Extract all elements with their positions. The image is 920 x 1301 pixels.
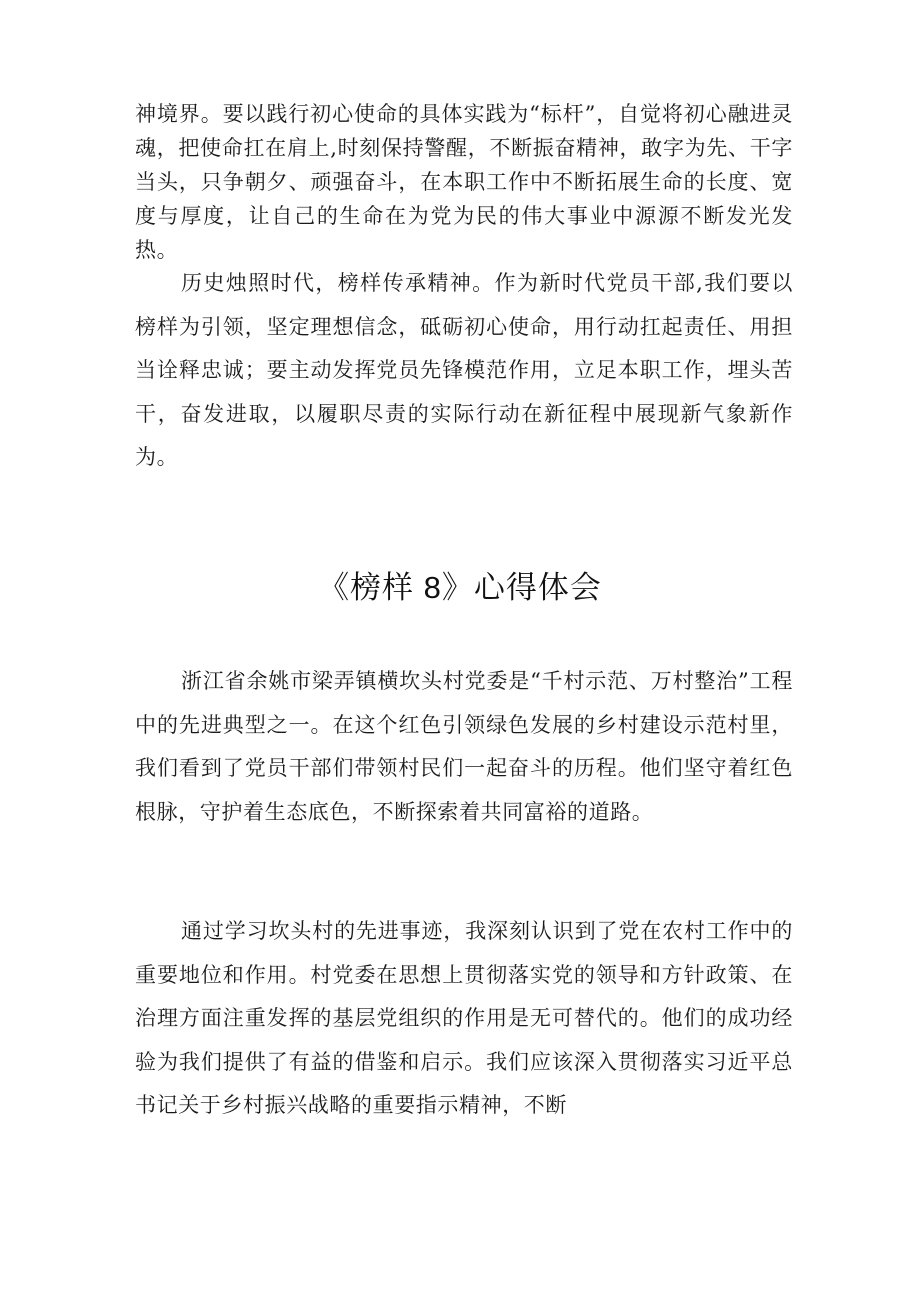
body-paragraph: 浙江省余姚市梁弄镇横坎头村党委是“千村示范、万村整治”工程中的先进典型之一。在这个红色引领绿色发展的乡村建设示范村里，我们看到了党员干部们带领村民们一起奋斗的历程。他们坚守着红色根脉，守护着生态底色，不断探索着共同富裕的道路。: [135, 669, 793, 824]
section-title: 《榜样 8》心得体会: [318, 570, 602, 605]
body-paragraph: 通过学习坎头村的先进事迹，我深刻认识到了党在农村工作中的重要地位和作用。村党委在思想上贯彻落实党的领导和方针政策、在治理方面注重发挥的基层党组织的作用是无可替代的。他们的成功经验为我们提供了有益的借鉴和启示。我们应该深入贯彻落实习近平总书记关于乡村振兴战略的重要指示精神，不断: [135, 919, 793, 1117]
body-paragraph-continuation: 神境界。要以践行初心使命的具体实践为“标杆”，自觉将初心融进灵魂，把使命扛在肩上,时刻保持警醒，不断振奋精神，敢字为先、干字当头，只争朝夕、顽强奋斗，在本职工作中不断拓展生命的长度、宽度与厚度，让自己的生命在为党为民的伟大事业中源源不断发光发热。: [135, 102, 793, 262]
body-paragraph: 历史烛照时代，榜样传承精神。作为新时代党员干部,我们要以榜样为引领，坚定理想信念，砥砺初心使命，用行动扛起责任、用担当诠释忠诚；要主动发挥党员先锋模范作用，立足本职工作，埋头苦干，奋发进取，以履职尽责的实际行动在新征程中展现新气象新作为。: [135, 271, 793, 469]
